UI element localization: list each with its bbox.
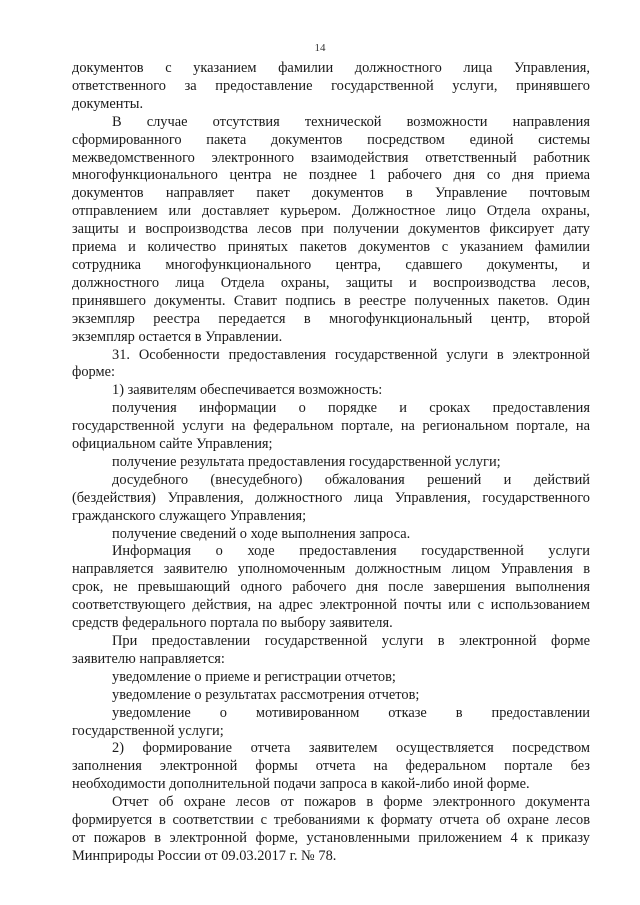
text-line: В случае отсутствия технической возможности направления	[112, 113, 590, 130]
text-line: досудебного (внесудебного) обжалования решений и действий	[112, 471, 590, 488]
text-line: защиты и воспроизводства лесов при получении документов фиксирует дату	[72, 221, 590, 238]
text-line: гражданского служащего Управления;	[72, 507, 307, 524]
text-line: экземпляр остается в Управлении.	[72, 328, 283, 345]
text-line: Информация о ходе предоставления государственной услуги	[112, 543, 590, 560]
text-line: срок, не превышающий одного рабочего дня после завершения выполнения	[72, 579, 590, 596]
text-line: заполнения электронной формы отчета на федеральном портале без	[72, 758, 590, 775]
text-line: документов направляет пакет документов в Управление почтовым	[72, 185, 590, 202]
text-line: заявителю направляется:	[72, 650, 225, 667]
text-line: получения информации о порядке и сроках предоставления	[112, 400, 590, 417]
text-line: уведомление о результатах рассмотрения отчетов;	[112, 686, 420, 703]
text-line: многофункционального центра не позднее 1 рабочего дня со дня приема	[72, 167, 590, 184]
text-line: 2) формирование отчета заявителем осуществляется посредством	[112, 740, 590, 757]
text-line: официальном сайте Управления;	[72, 436, 273, 453]
text-line: 31. Особенности предоставления государственной услуги в электронной	[112, 346, 590, 363]
text-line: государственной услуги;	[72, 722, 224, 739]
text-line: от пожаров в электронной форме, установленными приложением 4 к приказу	[72, 829, 590, 846]
text-line: средств федерального портала по выбору заявителя.	[72, 615, 393, 632]
text-line: документов с указанием фамилии должностного лица Управления,	[72, 60, 590, 76]
text-line: приема и количество принятых пакетов документов с указанием фамилии	[72, 239, 590, 256]
text-line: получение результата предоставления государственной услуги;	[112, 453, 501, 470]
text-line: необходимости дополнительной подачи запроса в какой-либо иной форме.	[72, 776, 530, 793]
text-line: Минприроды России от 09.03.2017 г. № 78.	[72, 847, 337, 864]
text-line: соответствующего действия, на адрес электронной почты или с использованием	[72, 597, 590, 614]
text-line: отправлением или доставляет курьером. Должностное лицо Отдела охраны,	[72, 203, 590, 220]
text-line: направляется заявителю уполномоченным должностным лицом Управления в	[72, 561, 590, 578]
text-line: форме:	[72, 364, 115, 381]
text-line: экземпляр реестра передается в многофункциональный центр, второй	[72, 310, 590, 327]
text-line: При предоставлении государственной услуги в электронной форме	[112, 633, 590, 649]
text-line: принявшего документы. Ставит подпись в реестре полученных пакетов. Один	[72, 292, 590, 309]
text-line: сотрудника многофункционального центра, сдавшего документы, и	[72, 256, 590, 273]
document-body	[72, 60, 590, 866]
text-line: уведомление о приеме и регистрации отчетов;	[112, 668, 396, 685]
text-line: Отчет об охране лесов от пожаров в форме электронного документа	[112, 794, 590, 811]
text-line: должностного лица Отдела охраны, защиты и воспроизводства лесов,	[72, 274, 590, 291]
text-line: 1) заявителям обеспечивается возможность:	[112, 382, 383, 399]
text-line: уведомление о мотивированном отказе в предоставлении	[112, 704, 590, 721]
page-number: 14	[314, 42, 326, 54]
text-line: межведомственного электронного взаимодействия ответственный работник	[72, 149, 590, 166]
text-line: государственной услуги на федеральном портале, на региональном портале, на	[72, 418, 590, 435]
text-line: получение сведений о ходе выполнения запроса.	[112, 525, 411, 542]
text-line: сформированного пакета документов посредством единой системы	[72, 131, 590, 148]
text-line: документы.	[72, 95, 144, 112]
text-line: ответственного за предоставление государственной услуги, принявшего	[72, 77, 590, 94]
text-line: (бездействия) Управления, должностного лица Управления, государственного	[72, 489, 590, 506]
text-line: формируется в соответствии с требованиями к формату отчета об охране лесов	[72, 812, 590, 829]
